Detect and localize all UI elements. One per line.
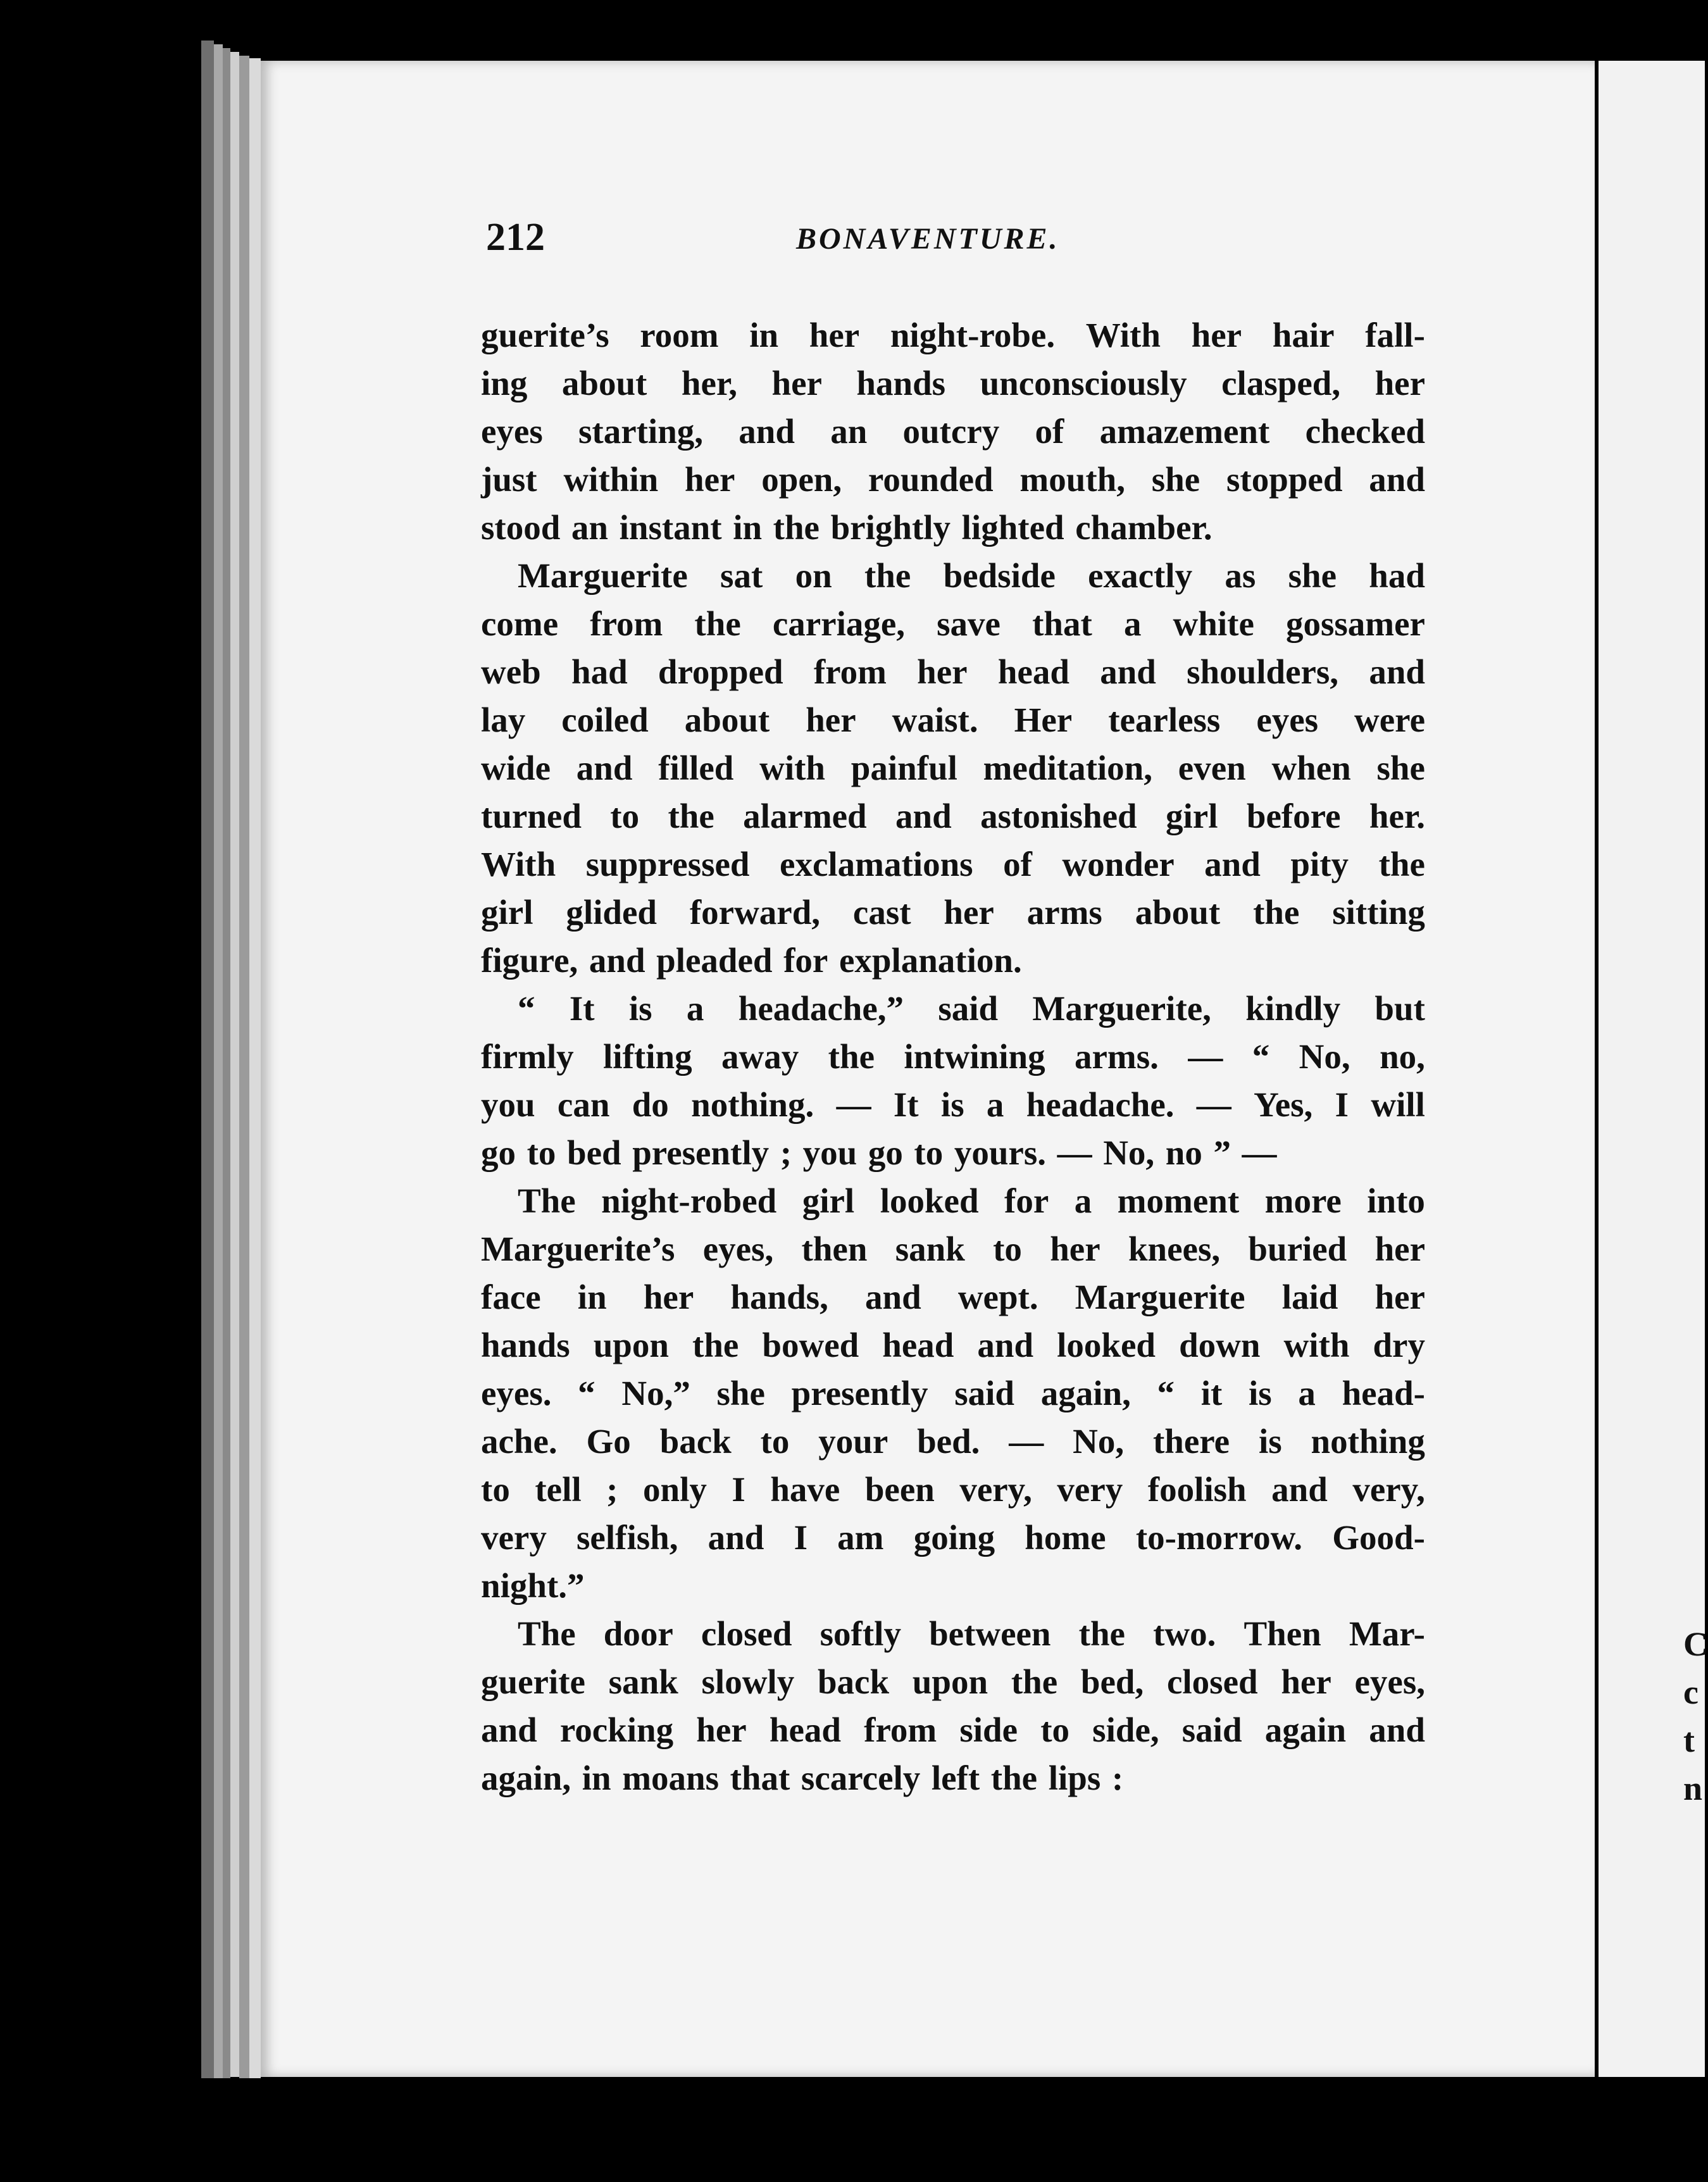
facing-page-text-fragments xyxy=(1683,1620,1708,1812)
page-edge xyxy=(214,44,223,2078)
text-line: Marguerite sat on the bedside exactly as she had xyxy=(518,556,1425,595)
page-edge xyxy=(223,48,230,2078)
page-edge xyxy=(249,58,261,2078)
page-edge xyxy=(239,56,249,2078)
running-head xyxy=(486,215,1423,272)
text-line: figure, and pleaded for explanation. xyxy=(481,941,1022,980)
text-line: ache. Go back to your bed. — No, there is nothing xyxy=(481,1422,1425,1461)
text-line: “ It is a headache,” said Marguerite, kindly but xyxy=(518,989,1425,1028)
page-number: 212 xyxy=(486,216,545,259)
text-line: ing about her, her hands unconsciously clasped, her xyxy=(481,364,1425,402)
text-line: hands upon the bowed head and looked down with dry xyxy=(481,1326,1425,1364)
text-line: to tell ; only I have been very, very foolish and very, xyxy=(481,1470,1425,1509)
facing-page-fragment: n xyxy=(1683,1769,1703,1807)
text-line: The door closed softly between the two. Then Mar- xyxy=(518,1614,1425,1653)
text-line: guerite sank slowly back upon the bed, closed her eyes, xyxy=(481,1662,1425,1701)
text-line: wide and filled with painful meditation, even when she xyxy=(481,749,1425,787)
text-line: go to bed presently ; you go to yours. — No, no ” — xyxy=(481,1133,1277,1172)
text-line: eyes starting, and an outcry of amazement checked xyxy=(481,412,1425,451)
text-line: come from the carriage, save that a white gossamer xyxy=(481,604,1425,643)
text-line: you can do nothing. — It is a headache. — Yes, I will xyxy=(481,1085,1425,1124)
running-title: BONAVENTURE. xyxy=(796,222,1060,256)
text-line: The night-robed girl looked for a moment more into xyxy=(518,1181,1425,1220)
text-line: stood an instant in the brightly lighted chamber. xyxy=(481,508,1212,547)
text-line: With suppressed exclamations of wonder and pity the xyxy=(481,845,1425,883)
page-edge xyxy=(201,41,214,2078)
text-line: night.” xyxy=(481,1566,585,1605)
body-text xyxy=(481,311,1425,1802)
text-line: firmly lifting away the intwining arms. — “ No, no, xyxy=(481,1037,1425,1076)
facing-page-fragment: C xyxy=(1683,1625,1708,1663)
facing-page-fragment: c xyxy=(1683,1673,1699,1711)
text-line: eyes. “ No,” she presently said again, “ it is a head- xyxy=(481,1374,1425,1412)
text-line: and rocking her head from side to side, said again and xyxy=(481,1711,1425,1749)
text-line: turned to the alarmed and astonished girl before her. xyxy=(481,797,1425,835)
page-edge xyxy=(230,52,239,2077)
text-line: web had dropped from her head and shoulders, and xyxy=(481,652,1425,691)
text-line: girl glided forward, cast her arms about the sitting xyxy=(481,893,1425,932)
text-line: just within her open, rounded mouth, she stopped and xyxy=(481,460,1425,499)
text-line: guerite’s room in her night-robe. With her hair fall- xyxy=(481,316,1425,354)
text-line: Marguerite’s eyes, then sank to her knees, buried her xyxy=(481,1230,1425,1268)
text-line: again, in moans that scarcely left the lips : xyxy=(481,1759,1124,1797)
text-line: very selfish, and I am going home to-morrow. Good- xyxy=(481,1518,1425,1557)
text-line: lay coiled about her waist. Her tearless eyes were xyxy=(481,701,1425,739)
facing-page-fragment: t xyxy=(1683,1721,1695,1759)
text-line: face in her hands, and wept. Marguerite laid her xyxy=(481,1278,1425,1316)
